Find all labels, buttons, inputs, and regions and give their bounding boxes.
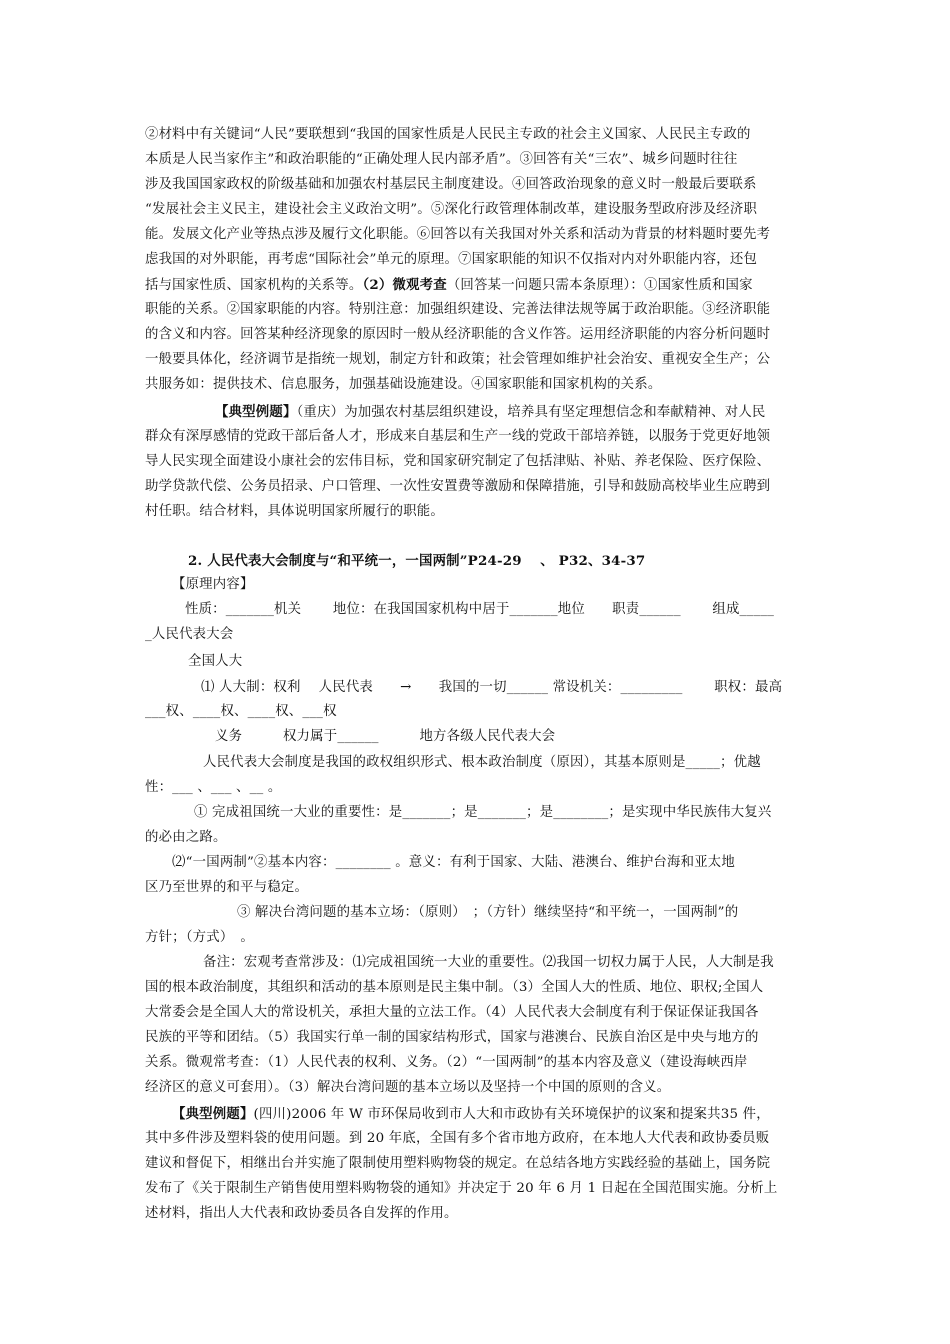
fill-line: 的必由之路。 [145, 830, 227, 845]
fill-line: _人民代表大会 [145, 627, 234, 642]
fill-line: 人民代表大会制度是我国的政权组织形式、根本政治制度（原因），其基本原则是_____；优越 [203, 755, 761, 770]
subsection-label: 【原理内容】 [172, 577, 254, 592]
fill-line: ① 完成祖国统一大业的重要性：是_______；是_______；是________；是实现中华民族伟大复兴 [194, 805, 772, 820]
note-line: 备注：宏观考查常涉及：⑴完成祖国统一大业的重要性。⑵我国一切权力属于人民，人大制是我 [203, 955, 774, 970]
fill-line: 方针；（方式） 。 [145, 930, 254, 945]
note-line: 关系。微观常考查：（1）人民代表的权利、义务。（2）“一国两制”的基本内容及意义（建设海峡西岸 [145, 1055, 748, 1070]
fill-line: ⑴ 人大制：权利 人民代表 → 我国的一切______ 常设机关：_________ 职权：最高 [201, 680, 783, 695]
note-line: 大常委会是全国人大的常设机关，承担大量的立法工作。（4）人民代表大会制度有利于保证保证我国各 [145, 1005, 759, 1020]
example-label: 【典型例题】 [172, 1106, 254, 1122]
paragraph-line: 共服务如：提供技术、信息服务，加强基础设施建设。④国家职能和国家机构的关系。 [145, 377, 662, 392]
example-line: 助学贷款代偿、公务员招录、户口管理、一次性安置费等激励和保障措施，引导和鼓励高校毕业生应聘到 [145, 479, 771, 494]
note-line: 民族的平等和团结。（5）我国实行单一制的国家结构形式，国家与港澳台、民族自治区是中央与地方的 [145, 1030, 759, 1045]
paragraph-line: “发展社会主义民主，建设社会主义政治文明”。⑤深化行政管理体制改革，建设服务型政府涉及经济职 [145, 202, 758, 217]
paragraph-line: 本质是人民当家作主”和政治职能的“正确处理人民内部矛盾”。③回答有关“三农”、城乡问题时往往 [145, 152, 738, 167]
fill-line: ③ 解决台湾问题的基本立场：（原则） ；（方针）继续坚持“和平统一，一国两制”的 [237, 905, 739, 920]
example-line: 村任职。结合材料，具体说明国家所履行的职能。 [145, 504, 444, 519]
section-heading: 2. 人民代表大会制度与“和平统一，一国两制”P24-29 、 P32、34-37 [188, 553, 646, 569]
paragraph-line: 涉及我国国家政权的阶级基础和加强农村基层民主制度建设。④回答政治现象的意义时一般最后要联系 [145, 177, 757, 192]
fill-line: 性：___ 、___ 、__ 。 [145, 780, 282, 795]
text-run: （重庆）为加强农村基层组织建设，培养具有坚定理想信念和奉献精神、对人民 [296, 405, 766, 420]
paragraph-line: 一般要具体化，经济调节是指统一规划，制定方针和政策；社会管理如维护社会治安、重视安全生产；公 [145, 352, 771, 367]
text-run: 括与国家性质、国家机构的关系等。 [145, 278, 363, 293]
paragraph-line: 职能的关系。②国家职能的内容。特别注意：加强组织建设、完善法律法规等属于政治职能。③经济职能 [145, 302, 771, 317]
fill-line: ___权、____权、____权、___权 [145, 704, 337, 719]
text-run: （回答某一问题只需本条原理）：①国家性质和国家 [446, 278, 753, 293]
example-line: 述材料，指出人大代表和政协委员各自发挥的作用。 [145, 1206, 458, 1221]
paragraph-line: 的含义和内容。回答某种经济现象的原因时一般从经济职能的含义作答。运用经济职能的内容分析问题时 [145, 327, 771, 342]
note-line: 国的根本政治制度，其组织和活动的基本原则是民主集中制。（3）全国人大的性质、地位、职权;全国人 [145, 980, 764, 995]
paragraph-line: ②材料中有关键词“人民”要联想到“我国的国家性质是人民民主专政的社会主义国家、人民民主专政的 [145, 127, 751, 142]
example-line: 群众有深厚感情的党政干部后备人才，形成来自基层和生产一线的党政干部培养链，以服务于党更好地领 [145, 429, 771, 444]
text-run: (四川)2006 年 W 市环保局收到市人大和市政协有关环境保护的议案和提案共35 件， [253, 1107, 770, 1122]
fill-line: 区乃至世界的和平与稳定。 [145, 880, 309, 895]
example-label: 【典型例题】 [215, 404, 297, 420]
example-line: 发布了《关于限制生产销售使用塑料购物袋的通知》并决定于 20 年 6 月 1 日起在全国范围实施。分析上 [145, 1181, 778, 1196]
paragraph-line [145, 275, 753, 296]
micro-heading: （2）微观考查 [362, 277, 447, 293]
example-line: 导人民实现全面建设小康社会的宏伟目标，党和国家研究制定了包括津贴、补贴、养老保险、医疗保险、 [145, 454, 771, 469]
fill-line: 义务 权力属于______ 地方各级人民代表大会 [215, 729, 556, 744]
fill-line: 全国人大 [188, 654, 243, 669]
example-line: 其中多件涉及塑料袋的使用问题。到 20 年底，全国有多个省市地方政府，在本地人大代表和政协委员贩 [145, 1131, 770, 1146]
paragraph-line: 能。发展文化产业等热点涉及履行文化职能。⑥回答以有关我国对外关系和活动为背景的材料题时要先考 [145, 227, 771, 242]
fill-line: ⑵“一国两制”②基本内容：________ 。意义：有利于国家、大陆、港澳台、维护台海和亚太地 [172, 855, 735, 870]
example-line [215, 402, 766, 423]
note-line: 经济区的意义可套用）。（3）解决台湾问题的基本立场以及坚持一个中国的原则的含义。 [145, 1080, 671, 1095]
example-line: 建议和督促下，相继出台并实施了限制使用塑料购物袋的规定。在总结各地方实践经验的基础上，国务院 [145, 1156, 771, 1171]
paragraph-line: 虑我国的对外职能，再考虑“国际社会”单元的原理。⑦国家职能的知识不仅指对内对外职能内容，还包 [145, 252, 758, 267]
fill-line: 性质：_______机关 地位：在我国国家机构中居于_______地位 职责______ 组成_____ [185, 602, 775, 617]
example-line [172, 1104, 770, 1125]
